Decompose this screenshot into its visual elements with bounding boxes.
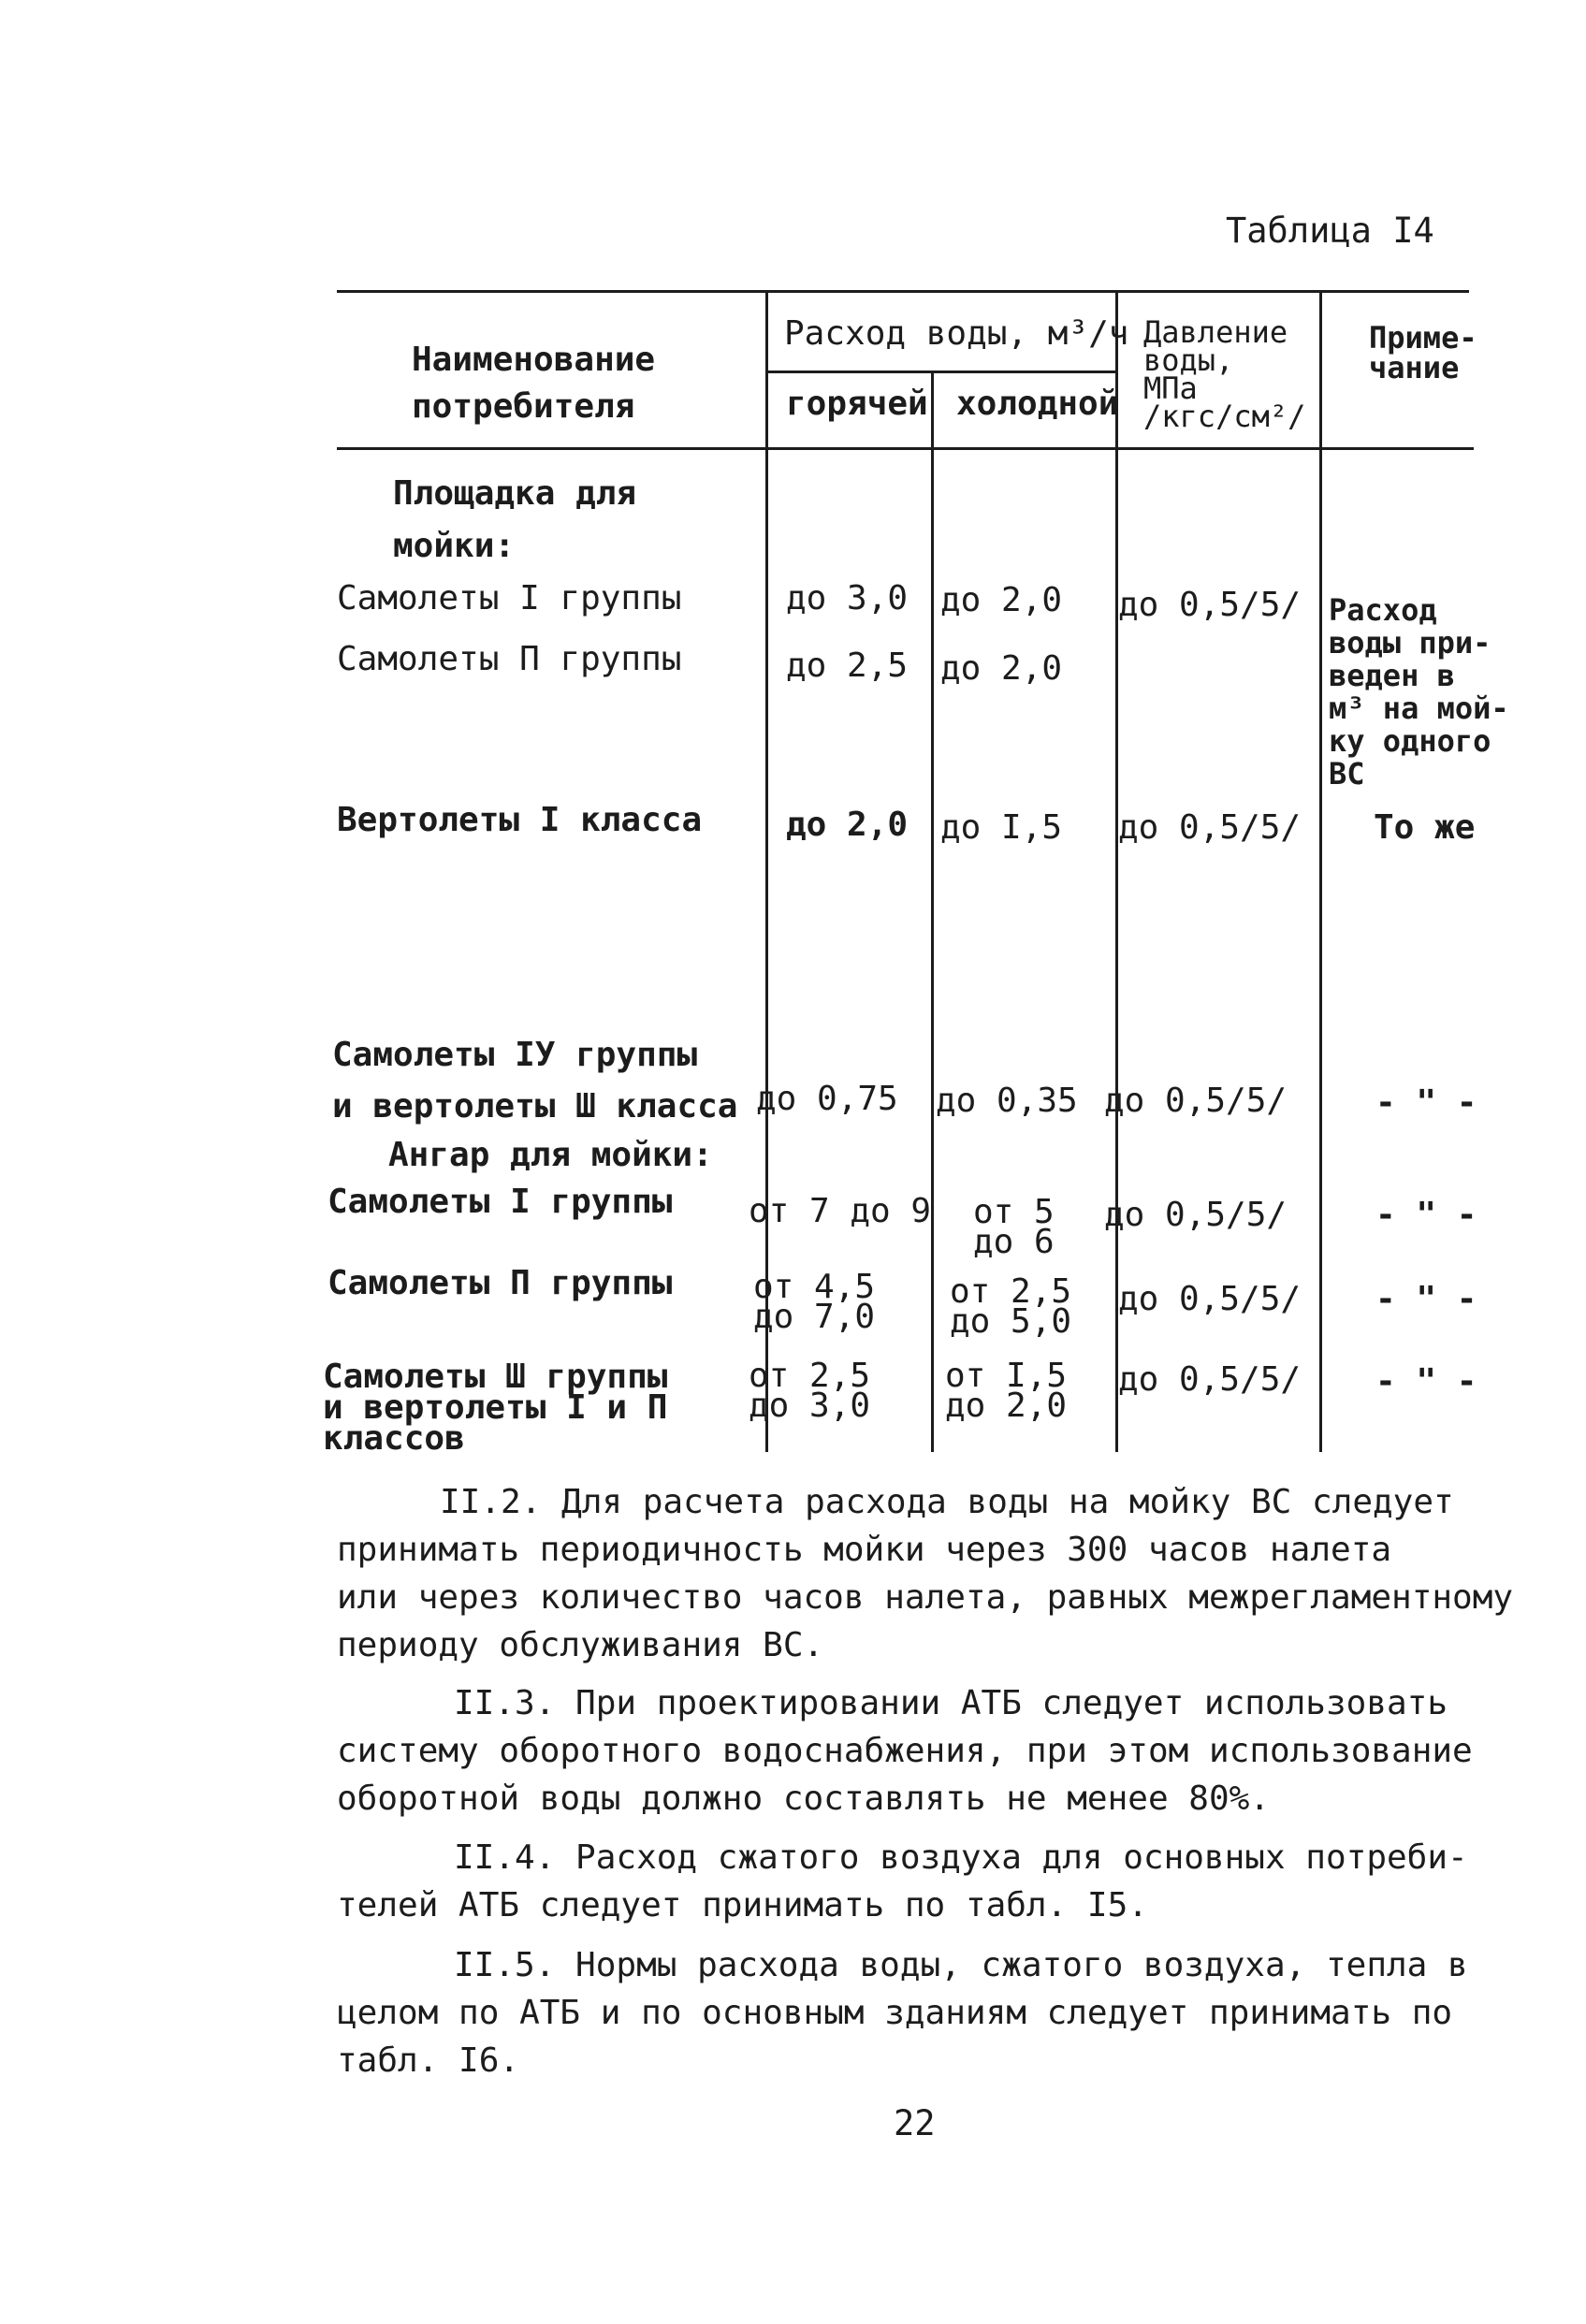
row-2-cold: до I,5 xyxy=(940,808,1063,847)
row-0-pressure: до 0,5/5/ xyxy=(1118,586,1302,624)
row-3-hot: до 0,75 xyxy=(756,1080,898,1118)
row-0-hot: до 3,0 xyxy=(786,579,909,617)
row-5-name: Самолеты П группы xyxy=(327,1264,673,1302)
row-3-note: - " - xyxy=(1375,1083,1477,1122)
row-2-note: То же xyxy=(1374,808,1476,847)
row-4-pressure: до 0,5/5/ xyxy=(1104,1196,1288,1234)
row-1-cold: до 2,0 xyxy=(940,649,1063,688)
row-1-hot: до 2,5 xyxy=(786,646,909,685)
section-hangar: Ангар для мойки: xyxy=(388,1136,713,1174)
row-6-pressure: до 0,5/5/ xyxy=(1118,1360,1302,1399)
row-3-pressure: до 0,5/5/ xyxy=(1104,1082,1288,1120)
row-5-hot: от 4,5 до 7,0 xyxy=(753,1268,876,1336)
row-6-hot: от 2,5 до 3,0 xyxy=(749,1357,871,1425)
row-2-name: Вертолеты I класса xyxy=(337,801,703,839)
row-2-hot: до 2,0 xyxy=(786,806,909,844)
flow-subheader-rule xyxy=(767,370,1118,373)
table-header-rule xyxy=(337,447,1474,450)
header-flow: Расход воды, м³/ч xyxy=(784,314,1129,353)
row-5-pressure: до 0,5/5/ xyxy=(1118,1280,1302,1318)
header-hot: горячей xyxy=(786,385,928,423)
row-6-name: Самолеты Ш группы и вертолеты I и П классов xyxy=(323,1358,668,1458)
row-5-note: - " - xyxy=(1375,1280,1477,1318)
paragraph-11-5: II.5. Нормы расхода воды, сжатого воздуха, тепла в целом по АТБ и по основным зданиям следует принимать по табл. I6. xyxy=(337,1946,1468,2080)
row-4-cold: от 5 до 6 xyxy=(973,1193,1055,1261)
section-platform: Площадка для мойки: xyxy=(393,474,637,565)
paragraph-11-4: II.4. Расход сжатого воздуха для основных потреби- телей АТБ следует принимать по табл. I5. xyxy=(337,1838,1468,1925)
header-consumer: Наименование потребителя xyxy=(412,341,656,426)
header-pressure: Давление воды, МПа /кгс/см²/ xyxy=(1143,314,1306,434)
page-number: 22 xyxy=(894,2103,936,2143)
row-3-name: Самолеты IУ группы и вертолеты Ш класса xyxy=(332,1036,738,1126)
table-top-rule xyxy=(337,290,1469,293)
row-4-hot: от 7 до 9 xyxy=(749,1192,932,1230)
row-1-name: Самолеты П группы xyxy=(337,640,682,678)
row-6-cold: от I,5 до 2,0 xyxy=(945,1357,1068,1425)
table-label: Таблица I4 xyxy=(1226,211,1434,251)
row-4-note: - " - xyxy=(1375,1196,1477,1234)
header-cold: холодной xyxy=(956,385,1119,423)
col-divider-4 xyxy=(1319,292,1322,1452)
row-3-cold: до 0,35 xyxy=(936,1082,1078,1120)
paragraph-11-2: II.2. Для расчета расхода воды на мойку ВС следует принимать периодичность мойки через 300 часов налета или через количество часов налета, равных межрегламентному периоду обслуживания ВС. xyxy=(337,1483,1514,1664)
row-0-cold: до 2,0 xyxy=(940,581,1063,619)
row-6-note: - " - xyxy=(1375,1362,1477,1401)
row-2-pressure: до 0,5/5/ xyxy=(1118,808,1302,847)
row-0-name: Самолеты I группы xyxy=(337,579,682,617)
col-divider-3 xyxy=(1115,292,1118,1452)
header-note: Приме- чание xyxy=(1369,320,1477,385)
row-0-note: Расход воды при- веден в м³ на мой- ку одного ВС xyxy=(1329,592,1509,792)
col-divider-2 xyxy=(931,372,934,1452)
paragraph-11-3: II.3. При проектировании АТБ следует использовать систему оборотного водоснабжения, при этом использование оборотной воды должно составлять не менее 80%. xyxy=(337,1684,1473,1818)
row-4-name: Самолеты I группы xyxy=(327,1183,673,1221)
row-5-cold: от 2,5 до 5,0 xyxy=(950,1272,1072,1341)
